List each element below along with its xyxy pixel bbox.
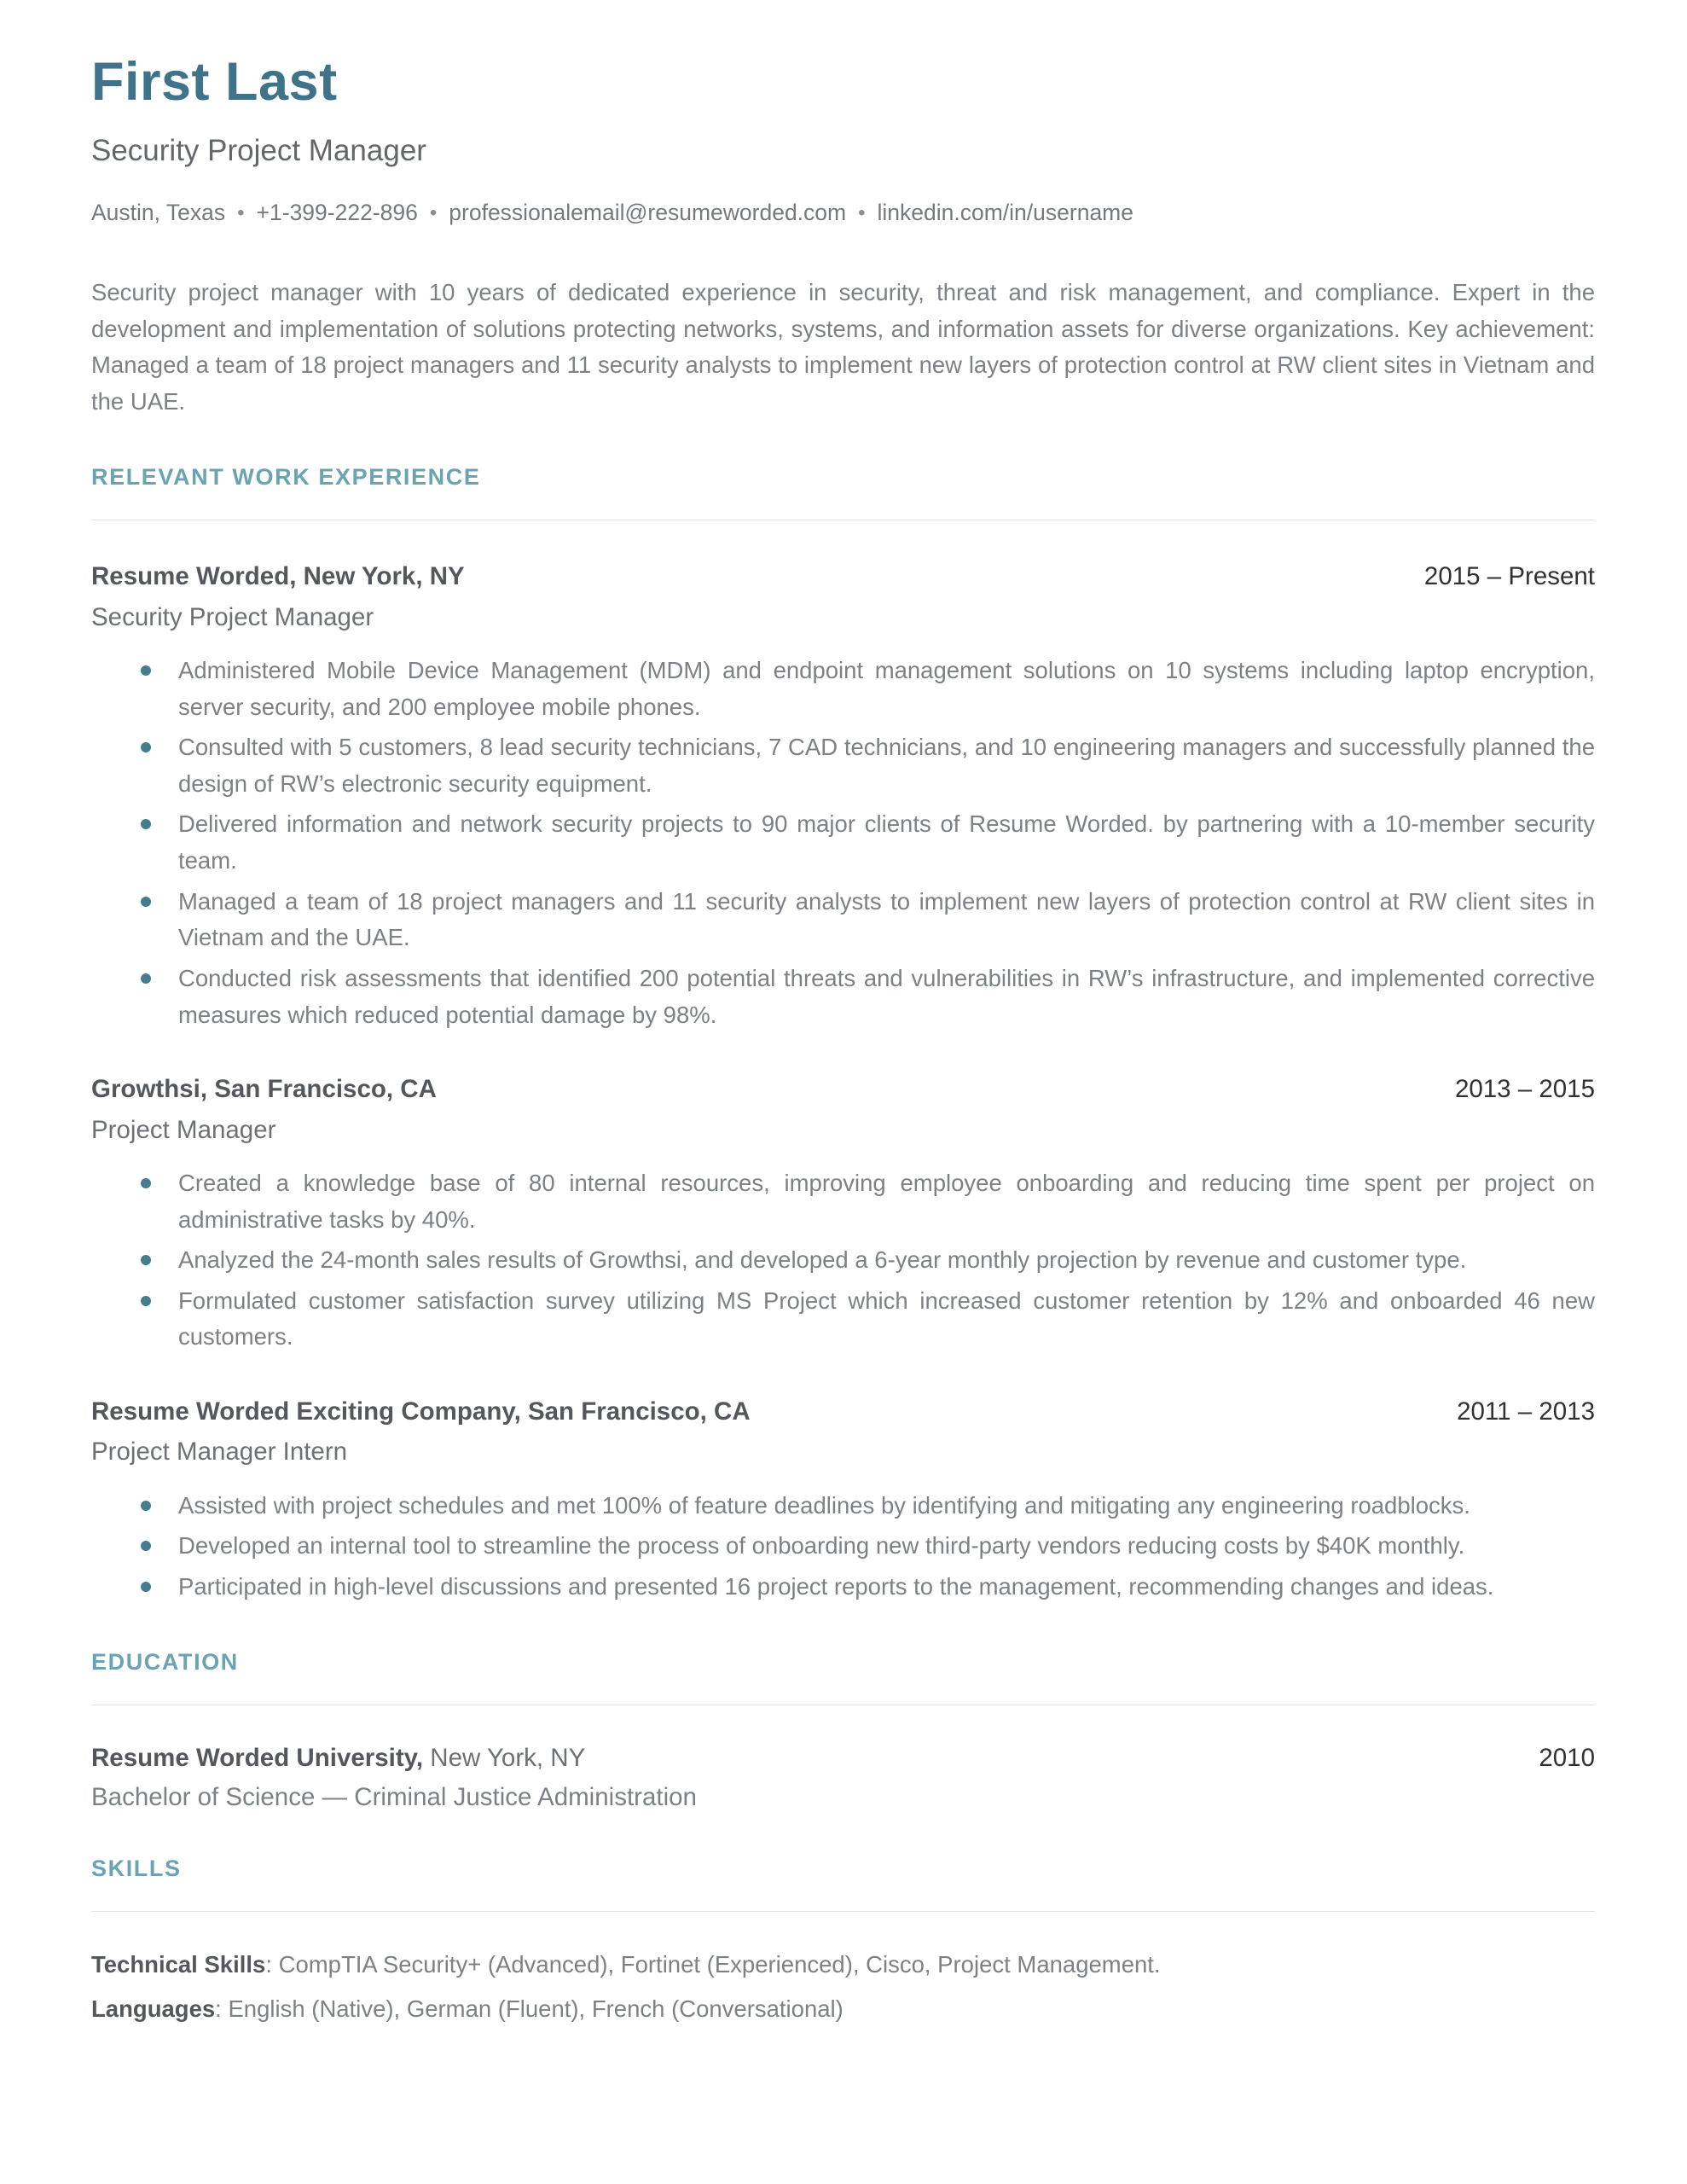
technical-skills-line (91, 1948, 1595, 1982)
school-location: New York, NY (423, 1744, 586, 1773)
job-bullet (141, 1488, 1595, 1525)
job-dates: 2011 – 2013 (1457, 1397, 1595, 1426)
job-bullet-list (91, 1165, 1595, 1356)
job-entry (91, 1074, 1595, 1356)
school-line (91, 1743, 585, 1773)
bullet-icon (141, 1582, 151, 1592)
job-bullet (141, 1165, 1595, 1238)
bullet-text: Conducted risk assessments that identified 200 potential threats and vulnerabilities in RW’s infrastructure, and implemented corrective measures which reduced potential damage by 98%. (178, 964, 1595, 1028)
job-title: Project Manager Intern (91, 1438, 348, 1467)
bullet-icon (141, 1501, 151, 1511)
bullet-text: Created a knowledge base of 80 internal resources, improving employee onboarding and reducing time spent per project on administrative tasks by 40%. (178, 1169, 1595, 1233)
bullet-icon (141, 819, 151, 829)
bullet-icon (141, 1541, 151, 1551)
languages-value: : English (Native), German (Fluent), French (Conversational) (215, 1995, 844, 2023)
job-title: Security Project Manager (91, 602, 374, 631)
job-bullet (141, 653, 1595, 725)
contact-separator-dot: • (429, 201, 438, 225)
job-company: Resume Worded Exciting Company, San Francisco, CA (91, 1397, 751, 1426)
job-entry (91, 561, 1595, 1033)
job-dates: 2013 – 2015 (1454, 1075, 1595, 1104)
job-bullet (141, 729, 1595, 802)
section-header-work: RELEVANT WORK EXPERIENCE (91, 463, 481, 490)
bullet-text: Formulated customer satisfaction survey utilizing MS Project which increased customer retention by 12% and onboarded 46 new customers. (178, 1287, 1595, 1350)
school-name: Resume Worded University, (91, 1744, 424, 1773)
education-entry (91, 1743, 1595, 1773)
bullet-icon (141, 1255, 151, 1265)
job-company: Resume Worded, New York, NY (91, 562, 465, 591)
bullet-icon (141, 897, 151, 907)
education-year: 2010 (1539, 1744, 1595, 1773)
job-dates: 2015 – Present (1423, 562, 1595, 591)
job-bullet (141, 1528, 1595, 1565)
bullet-icon (141, 973, 151, 984)
section-header-skills: SKILLS (91, 1855, 182, 1881)
technical-skills-value: : CompTIA Security+ (Advanced), Fortinet (Experienced), Cisco, Project Management. (265, 1951, 1161, 1978)
bullet-icon (141, 665, 151, 676)
bullet-text: Delivered information and network security projects to 90 major clients of Resume Worded. by partnering with a 10-member security team. (178, 810, 1595, 874)
job-bullet (141, 1283, 1595, 1356)
section-header-education: EDUCATION (91, 1648, 239, 1675)
job-entry (91, 1397, 1595, 1606)
languages-label: Languages (91, 1995, 216, 2023)
job-bullet-list (91, 1488, 1595, 1606)
job-bullet-list (91, 653, 1595, 1033)
contact-separator-dot: • (858, 201, 866, 225)
job-bullet (141, 1242, 1595, 1279)
contact-location: Austin, Texas (91, 200, 226, 226)
languages-line (91, 1992, 1595, 2026)
job-bullet (141, 884, 1595, 956)
technical-skills-label: Technical Skills (91, 1951, 266, 1978)
bullet-icon (141, 1178, 151, 1188)
bullet-text: Administered Mobile Device Management (MDM) and endpoint management solutions on 10 systems including laptop encryption, server security, and 200 employee mobile phones. (178, 656, 1595, 720)
bullet-text: Managed a team of 18 project managers and 11 security analysts to implement new layers of protection control at RW client sites in Vietnam and the UAE. (178, 887, 1595, 951)
bullet-icon (141, 1296, 151, 1306)
bullet-icon (141, 742, 151, 752)
contact-line (91, 200, 1595, 227)
candidate-name: First Last (91, 52, 338, 112)
contact-phone: +1-399-222-896 (256, 200, 418, 226)
bullet-text: Participated in high-level discussions and presented 16 project reports to the management, recommending changes and ideas. (178, 1573, 1494, 1600)
job-bullet (141, 806, 1595, 879)
bullet-text: Consulted with 5 customers, 8 lead security technicians, 7 CAD technicians, and 10 engineering managers and successfully planned the design of RW’s electronic security equipment. (178, 734, 1595, 797)
summary-paragraph: Security project manager with 10 years of dedicated experience in security, threat and risk management, and compliance. Expert in the development and implementation of solutions protecting networks, systems, and information assets for diverse organizations. Key achievement: Managed a team of 18 project managers and 11 security analysts to implement new layers of protection control at RW client sites in Vietnam and the UAE. (91, 279, 1595, 415)
bullet-text: Assisted with project schedules and met 100% of feature deadlines by identifying and mitigating any engineering roadblocks. (178, 1491, 1470, 1519)
section-divider (91, 1911, 1595, 1912)
job-heading-row (91, 1074, 1595, 1104)
degree: Bachelor of Science — Criminal Justice Administration (91, 1782, 697, 1811)
job-company: Growthsi, San Francisco, CA (91, 1075, 437, 1104)
candidate-title: Security Project Manager (91, 134, 426, 168)
contact-separator-dot: • (237, 201, 245, 225)
job-title: Project Manager (91, 1115, 276, 1144)
contact-linkedin: linkedin.com/in/username (877, 200, 1133, 226)
job-bullet (141, 961, 1595, 1033)
bullet-text: Developed an internal tool to streamline the process of onboarding new third-party vendors reducing costs by $40K monthly. (178, 1532, 1465, 1560)
job-heading-row (91, 1397, 1595, 1426)
job-heading-row (91, 561, 1595, 591)
contact-email: professionalemail@resumeworded.com (449, 200, 847, 226)
bullet-text: Analyzed the 24-month sales results of Growthsi, and developed a 6-year monthly projection by revenue and customer type. (178, 1246, 1467, 1274)
job-bullet (141, 1569, 1595, 1606)
